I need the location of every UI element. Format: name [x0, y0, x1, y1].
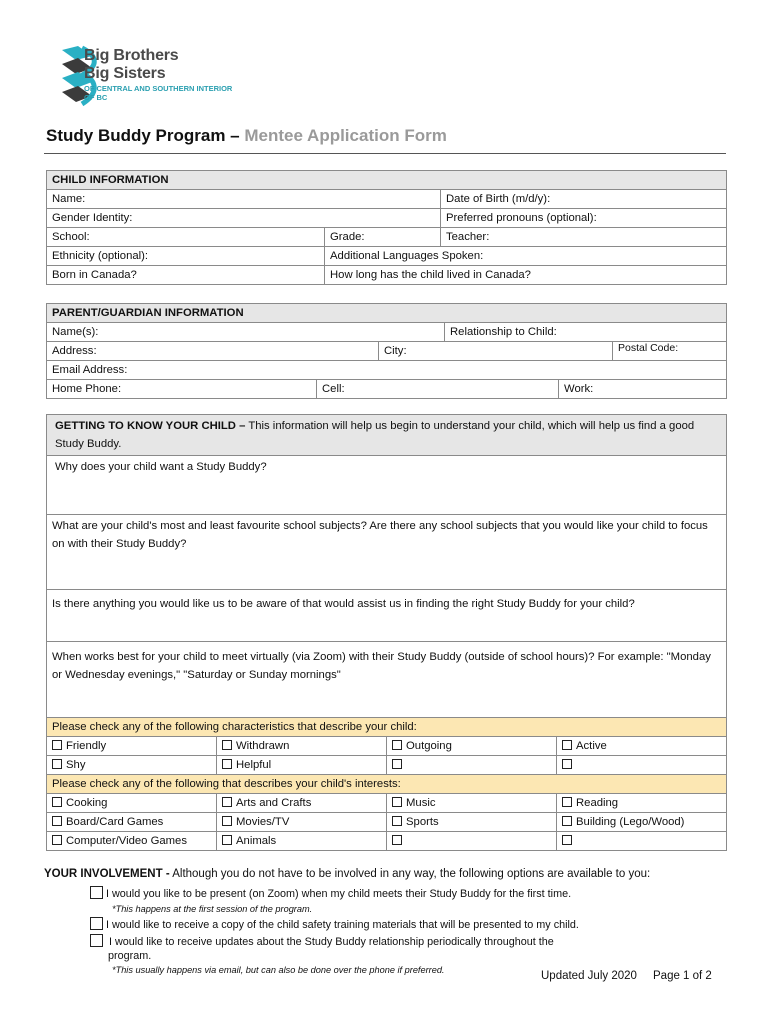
check-music[interactable] — [387, 794, 557, 813]
logo-wordmark — [84, 48, 234, 102]
child-name-field[interactable]: Name: — [47, 190, 441, 209]
child-languages-field[interactable]: Additional Languages Spoken: — [325, 247, 727, 266]
logo-line2: Big Sisters — [84, 65, 166, 82]
check-friendly[interactable] — [47, 737, 217, 756]
check-animals[interactable] — [217, 832, 387, 851]
check-blank-2[interactable] — [557, 756, 727, 775]
title-divider — [44, 153, 726, 154]
child-ethnicity-field[interactable]: Ethnicity (optional): — [47, 247, 325, 266]
checkbox-icon[interactable] — [222, 740, 232, 750]
option-label: Active — [576, 740, 607, 752]
know-header — [47, 415, 727, 456]
checkbox-icon[interactable] — [90, 917, 103, 930]
checkbox-icon[interactable] — [562, 759, 572, 769]
child-pronouns-field[interactable]: Preferred pronouns (optional): — [441, 209, 727, 228]
check-active[interactable] — [557, 737, 727, 756]
child-school-field[interactable]: School: — [47, 228, 325, 247]
checkbox-icon[interactable] — [392, 816, 402, 826]
home-phone-field[interactable]: Home Phone: — [47, 380, 317, 399]
involvement-option-2[interactable] — [90, 917, 579, 931]
involvement-option-3[interactable] — [90, 934, 554, 948]
note-email: *This usually happens via email, but can also be done over the phone if preferred. — [112, 965, 445, 975]
option-1-label: I would you like to be present (on Zoom) when my child meets their Study Buddy for the first time. — [106, 888, 572, 900]
checkbox-icon[interactable] — [392, 759, 402, 769]
checkbox-icon[interactable] — [52, 797, 62, 807]
relationship-field[interactable]: Relationship to Child: — [445, 323, 727, 342]
check-withdrawn[interactable] — [217, 737, 387, 756]
check-helpful[interactable] — [217, 756, 387, 775]
option-label: Arts and Crafts — [236, 797, 312, 809]
checkbox-icon[interactable] — [562, 797, 572, 807]
option-label: Friendly — [66, 740, 107, 752]
checkbox-icon[interactable] — [52, 759, 62, 769]
check-movies-tv[interactable] — [217, 813, 387, 832]
checkbox-icon[interactable] — [90, 934, 103, 947]
option-label: Shy — [66, 759, 86, 771]
child-gender-field[interactable]: Gender Identity: — [47, 209, 441, 228]
child-lived-field[interactable]: How long has the child lived in Canada? — [325, 266, 727, 285]
parent-information-table — [46, 303, 727, 399]
option-3-label-cont: program. — [108, 950, 152, 962]
question-favourite-subjects[interactable]: What are your child's most and least favourite school subjects? Are there any school subjects that you would like your child to focus on with their Study Buddy? — [47, 515, 727, 590]
checkbox-icon[interactable] — [222, 759, 232, 769]
option-label: Building (Lego/Wood) — [576, 816, 685, 828]
child-info-header: CHILD INFORMATION — [47, 171, 727, 190]
option-label: Board/Card Games — [66, 816, 164, 828]
page-title — [46, 126, 447, 146]
email-field[interactable]: Email Address: — [47, 361, 727, 380]
option-label: Withdrawn — [236, 740, 290, 752]
child-grade-field[interactable]: Grade: — [325, 228, 441, 247]
checkbox-icon[interactable] — [52, 816, 62, 826]
characteristics-prompt: Please check any of the following characteristics that describe your child: — [47, 718, 727, 737]
check-reading[interactable] — [557, 794, 727, 813]
option-label: Reading — [576, 797, 619, 809]
page-number: Page 1 of 2 — [653, 970, 712, 982]
option-label: Computer/Video Games — [66, 835, 187, 847]
child-teacher-field[interactable]: Teacher: — [441, 228, 727, 247]
check-blank-1[interactable] — [387, 756, 557, 775]
cell-phone-field[interactable]: Cell: — [317, 380, 559, 399]
check-blank-4[interactable] — [557, 832, 727, 851]
option-label: Sports — [406, 816, 439, 828]
option-label: Helpful — [236, 759, 272, 771]
getting-to-know-table — [46, 414, 727, 851]
question-anything-to-know[interactable]: Is there anything you would like us to be aware of that would assist us in finding the right Study Buddy for your child? — [47, 590, 727, 642]
check-building[interactable] — [557, 813, 727, 832]
checkbox-icon[interactable] — [392, 740, 402, 750]
title-sub: Mentee Application Form — [244, 126, 447, 145]
checkbox-icon[interactable] — [392, 835, 402, 845]
option-2-label: I would like to receive a copy of the child safety training materials that will be presented to my child. — [106, 919, 579, 931]
option-label: Music — [406, 797, 436, 809]
question-meeting-times[interactable]: When works best for your child to meet virtually (via Zoom) with their Study Buddy (outside of school hours)? For example: "Monday or Wednesday evenings," "Saturday or Sunday mornings" — [47, 642, 727, 718]
checkbox-icon[interactable] — [392, 797, 402, 807]
check-video-games[interactable] — [47, 832, 217, 851]
child-born-field[interactable]: Born in Canada? — [47, 266, 325, 285]
title-main: Study Buddy Program – — [46, 126, 245, 145]
know-header-bold: GETTING TO KNOW YOUR CHILD – — [55, 420, 246, 432]
checkbox-icon[interactable] — [222, 797, 232, 807]
checkbox-icon[interactable] — [562, 835, 572, 845]
check-arts-crafts[interactable] — [217, 794, 387, 813]
option-label: Outgoing — [406, 740, 452, 752]
logo-subtitle: OF CENTRAL AND SOUTHERN INTERIOR OF BC — [84, 84, 233, 102]
child-dob-field[interactable]: Date of Birth (m/d/y): — [441, 190, 727, 209]
updated-date: Updated July 2020 — [541, 970, 637, 982]
check-shy[interactable] — [47, 756, 217, 775]
parent-names-field[interactable]: Name(s): — [47, 323, 445, 342]
check-outgoing[interactable] — [387, 737, 557, 756]
checkbox-icon[interactable] — [562, 740, 572, 750]
checkbox-icon[interactable] — [562, 816, 572, 826]
involvement-title-bold: YOUR INVOLVEMENT - — [44, 868, 170, 880]
know-header-text: This information will help us begin to understand your child, which will help us find a good Study Buddy. — [55, 420, 695, 450]
checkbox-icon[interactable] — [90, 886, 103, 899]
check-board-games[interactable] — [47, 813, 217, 832]
checkbox-icon[interactable] — [52, 740, 62, 750]
work-phone-field[interactable]: Work: — [559, 380, 727, 399]
postal-code-field[interactable]: Postal Code: — [613, 342, 727, 361]
option-label: Movies/TV — [236, 816, 290, 828]
note-first-session: *This happens at the first session of the program. — [112, 904, 313, 914]
logo-line1: Big Brothers — [84, 47, 179, 64]
city-field[interactable]: City: — [379, 342, 613, 361]
child-information-table — [46, 170, 727, 285]
checkbox-icon[interactable] — [52, 835, 62, 845]
checkbox-icon[interactable] — [222, 835, 232, 845]
checkbox-icon[interactable] — [222, 816, 232, 826]
question-why-study-buddy[interactable]: Why does your child want a Study Buddy? — [47, 456, 727, 515]
involvement-option-1[interactable] — [90, 886, 571, 900]
involvement-title — [44, 868, 650, 880]
address-field[interactable]: Address: — [47, 342, 379, 361]
check-blank-3[interactable] — [387, 832, 557, 851]
check-sports[interactable] — [387, 813, 557, 832]
option-3-label: I would like to receive updates about the Study Buddy relationship periodically throughout the — [106, 936, 554, 948]
option-label: Animals — [236, 835, 277, 847]
involvement-title-text: Although you do not have to be involved in any way, the following options are available to you: — [169, 868, 651, 880]
parent-info-header: PARENT/GUARDIAN INFORMATION — [47, 304, 727, 323]
check-cooking[interactable] — [47, 794, 217, 813]
option-label: Cooking — [66, 797, 108, 809]
interests-prompt: Please check any of the following that describes your child's interests: — [47, 775, 727, 794]
